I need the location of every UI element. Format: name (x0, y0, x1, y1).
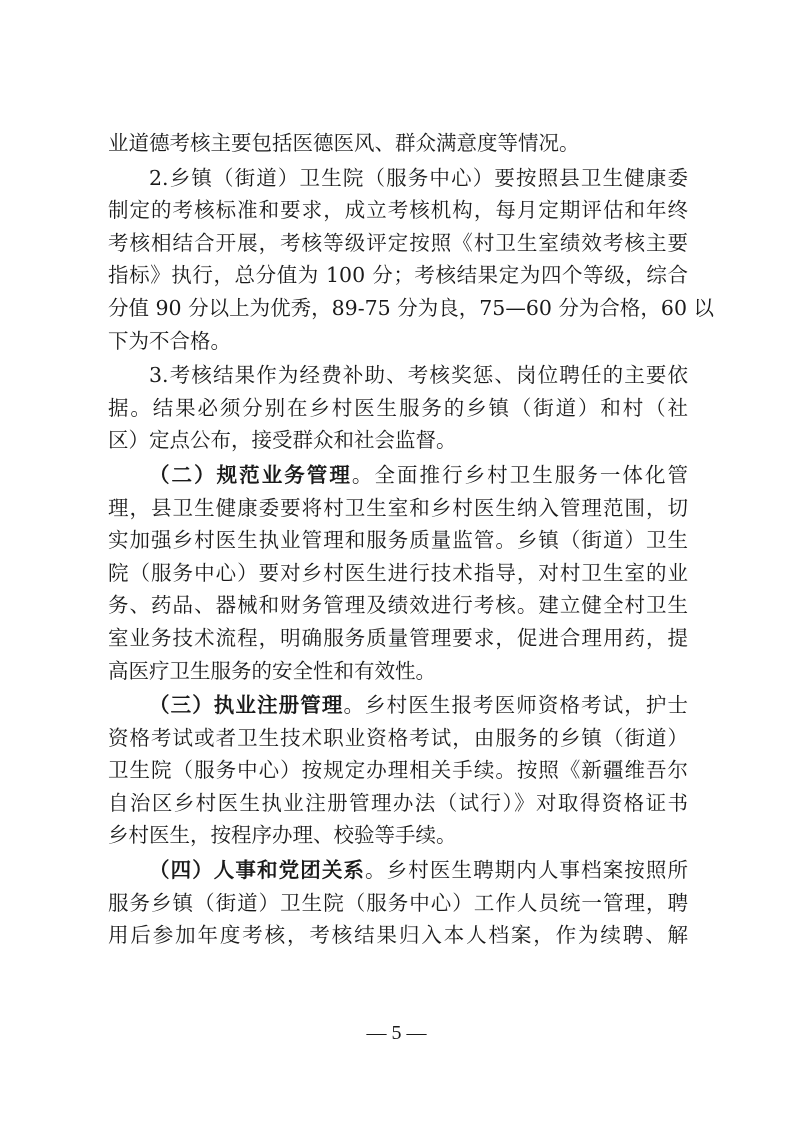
text-line: 乡村医生，按程序办理、校验等手续。 (108, 823, 457, 848)
text-line: 资格考试或者卫生技术职业资格考试，由服务的乡镇（街道） (108, 725, 688, 750)
text-line (108, 459, 688, 492)
section-heading: （二）规范业务管理 (149, 462, 352, 487)
text-line: 务、药品、器械和财务管理及绩效进行考核。建立健全村卫生 (108, 593, 688, 618)
text-line: 下为不合格。 (108, 328, 231, 353)
text-line: 制定的考核标准和要求，成立考核机构，每月定期评估和年终 (108, 198, 688, 223)
section-heading: （四）人事和党团关系 (149, 858, 366, 883)
text-line: 分值 90 分以上为优秀，89-75 分为良，75—60 分为合格，60 以 (108, 295, 715, 320)
text-line (108, 689, 688, 722)
paragraph-2 (108, 162, 715, 358)
text-run: 。全面推行乡村卫生服务一体化管 (351, 462, 689, 487)
paragraph-3 (108, 359, 688, 457)
text-line: 考核相结合开展，考核等级评定按照《村卫生室绩效考核主要 (108, 230, 688, 255)
paragraph-1 (108, 127, 688, 160)
paragraph-standardize-business (108, 459, 688, 687)
text-line: 室业务技术流程，明确服务质量管理要求，促进合理用药，提 (108, 625, 688, 650)
text-line: 用后参加年度考核，考核结果归入本人档案，作为续聘、解 (108, 923, 688, 948)
text-run: 。乡村医生聘期内人事档案按照所 (365, 858, 689, 883)
text-line (108, 854, 688, 887)
text-line: 高医疗卫生服务的安全性和有效性。 (108, 658, 436, 683)
text-line: 自治区乡村医生执业注册管理办法（试行）》对取得资格证书 (108, 790, 688, 815)
text-line: 理，县卫生健康委要将村卫生室和乡村医生纳入管理范围，切 (108, 495, 688, 520)
paragraph-personnel (108, 854, 688, 952)
text-line: 卫生院（服务中心）按规定办理相关手续。按照《新疆维吾尔 (108, 758, 688, 783)
paragraph-registration (108, 689, 688, 852)
text-line: 据。结果必须分别在乡村医生服务的乡镇（街道）和村（社 (108, 395, 688, 420)
text-run: 。乡村医生报考医师资格考试，护士 (343, 693, 688, 718)
document-body (108, 127, 715, 952)
text-line: 院（服务中心）要对乡村医生进行技术指导，对村卫生室的业 (108, 560, 688, 585)
text-line: 实加强乡村医生执业管理和服务质量监管。乡镇（街道）卫生 (108, 528, 688, 553)
text-line: 服务乡镇（街道）卫生院（服务中心）工作人员统一管理，聘 (108, 890, 688, 915)
text-line: 指标》执行，总分值为 100 分；考核结果定为四个等级，综合 (108, 263, 688, 288)
text-line: 区）定点公布，接受群众和社会监督。 (108, 428, 457, 453)
section-heading: （三）执业注册管理 (149, 693, 344, 718)
text-line: 3.考核结果作为经费补助、考核奖惩、岗位聘任的主要依 (149, 363, 688, 388)
text-line: 2.乡镇（街道）卫生院（服务中心）要按照县卫生健康委 (149, 165, 688, 190)
text-line: 业道德考核主要包括医德医风、群众满意度等情况。 (108, 131, 580, 155)
page-number: — 5 — (366, 1022, 427, 1044)
